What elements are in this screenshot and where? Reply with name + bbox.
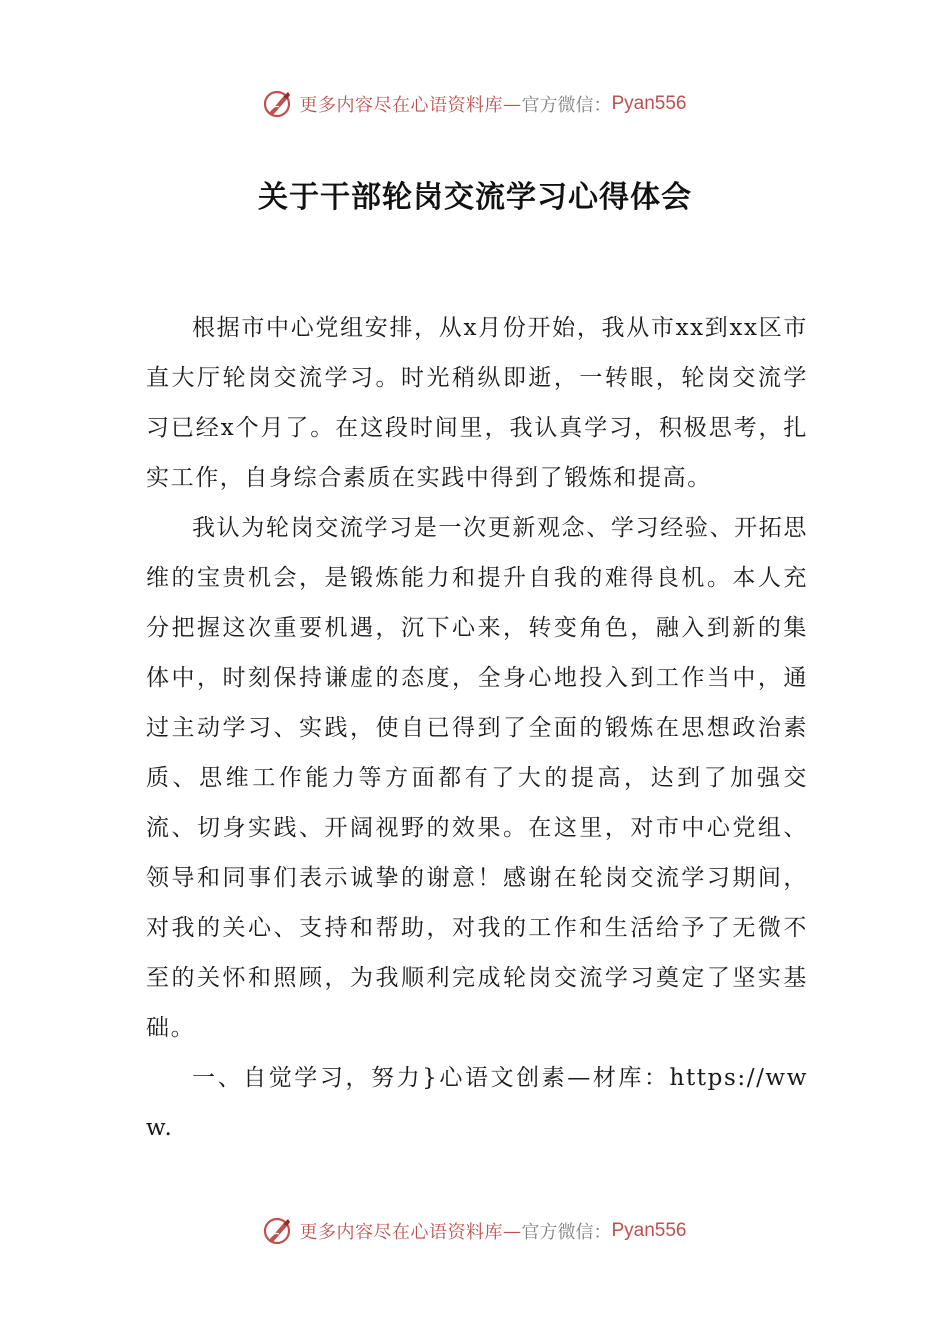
banner-brand: 更多内容尽在心语资料库 [299,95,503,116]
paragraph-1: 根据市中心党组安排，从x月份开始，我从市xx到xx区市直大厅轮岗交流学习。时光稍纵即逝，一转眼，轮岗交流学习已经x个月了。在这段时间里，我认真学习，积极思考，扎实工作，自身综合素质在实践中得到了锻炼和提高。 [146,315,808,491]
banner-wx-id: Pyan556 [611,93,687,114]
pen-logo-icon [263,89,293,119]
pen-logo-icon [263,1216,293,1246]
document-body [146,303,808,1153]
banner-wx-label: 官方微信： [521,95,612,116]
banner-dash: — [502,93,522,115]
banner-dash: — [502,1220,522,1242]
header-banner [0,84,950,124]
footer-banner [0,1211,950,1251]
banner-brand: 更多内容尽在心语资料库 [299,1222,503,1243]
banner-wx-id: Pyan556 [611,1220,687,1241]
document-title: 关于干部轮岗交流学习心得体会 [258,180,692,215]
banner-wx-label: 官方微信： [521,1222,612,1243]
paragraph-2: 我认为轮岗交流学习是一次更新观念、学习经验、开拓思维的宝贵机会，是锻炼能力和提升自我的难得良机。本人充分把握这次重要机遇，沉下心来，转变角色，融入到新的集体中，时刻保持谦虚的态度，全身心地投入到工作当中，通过主动学习、实践，使自已得到了全面的锻炼在思想政治素质、思维工作能力等方面都有了大的提高，达到了加强交流、切身实践、开阔视野的效果。在这里，对市中心党组、领导和同事们表示诚挚的谢意！感谢在轮岗交流学习期间，对我的关心、支持和帮助，对我的工作和生活给予了无微不至的关怀和照顾，为我顺利完成轮岗交流学习奠定了坚实基础。 [146,515,808,1041]
paragraph-3: 一、自觉学习，努力}心语文创素—材库：https://www. [146,1065,808,1141]
